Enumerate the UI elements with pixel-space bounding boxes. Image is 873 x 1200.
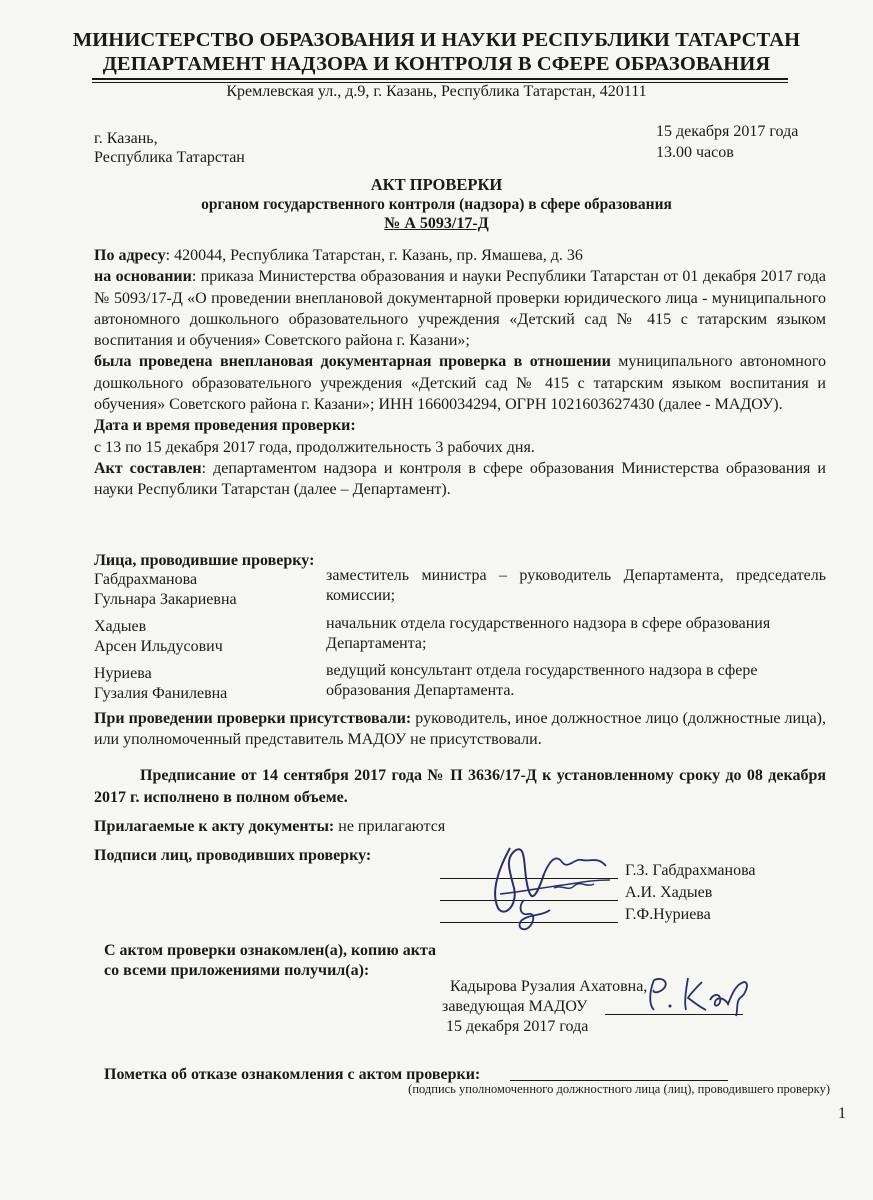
person-3-surname: Нуриева xyxy=(94,665,152,682)
department-address: Кремлевская ул., д.9, г. Казань, Республика Татарстан, 420111 xyxy=(226,83,647,100)
acquaint-position: заведующая МАДОУ xyxy=(442,998,588,1015)
compiled-label: Акт составлен xyxy=(94,459,202,477)
signature-name-1: Г.З. Габдрахманова xyxy=(625,862,756,879)
person-3-given: Гузалия Фанилевна xyxy=(94,685,228,702)
period-label: Дата и время проведения проверки: xyxy=(94,417,356,435)
person-1-surname: Габдрахманова xyxy=(94,571,198,588)
person-1-given: Гульнара Закариевна xyxy=(94,591,237,608)
inspection-paragraph xyxy=(94,351,826,415)
page-number: 1 xyxy=(838,1105,846,1122)
address-paragraph xyxy=(94,245,826,266)
address-text: : 420044, Республика Татарстан, г. Казань, пр. Ямашева, д. 36 xyxy=(165,247,583,264)
person-2-surname: Хадыев xyxy=(94,618,147,635)
acquaint-person: Кадырова Рузалия Ахатовна, xyxy=(450,978,648,995)
inspection-label: была проведена внеплановая документарная проверка в отношении xyxy=(94,353,611,371)
place-city: г. Казань, xyxy=(94,130,158,147)
person-3-name xyxy=(94,664,314,704)
compiled-paragraph xyxy=(94,458,826,501)
period-text: с 13 по 15 декабря 2017 года, продолжительность 3 рабочих дня. xyxy=(94,438,535,456)
persons-label: Лица, проводившие проверку: xyxy=(94,552,315,569)
refusal-signature-line xyxy=(510,1080,728,1081)
signature-name-3: Г.Ф.Нуриева xyxy=(625,906,711,923)
person-3-role: ведущий консультант отдела государственного надзора в сфере образования Департамента. xyxy=(326,662,758,699)
attached-paragraph xyxy=(94,816,445,837)
act-number: № А 5093/17-Д xyxy=(384,215,489,232)
acquaint-line-2: со всеми приложениями получил(а): xyxy=(104,962,370,979)
present-paragraph xyxy=(94,708,826,751)
act-body xyxy=(94,245,826,501)
compiled-text: : департаментом надзора и контроля в сфере образования Министерства образования и науки Республики Татарстан (далее – Департамент). xyxy=(94,459,826,499)
attached-label: Прилагаемые к акту документы: xyxy=(94,818,335,835)
basis-text: : приказа Министерства образования и науки Республики Татарстан от 01 декабря 2017 года № 5093/17-Д «О проведении внеплановой документарной проверки юридического лица - муниципального автономного дошкольного образовательного учреждения «Детский сад № 415 с татарским языком воспитания и обучения» Советского района г. Казани»; xyxy=(94,268,827,350)
signature-name-2: А.И. Хадыев xyxy=(625,884,713,901)
address-label: По адресу xyxy=(94,247,166,264)
signatures-label: Подписи лиц, проводивших проверку: xyxy=(94,847,372,864)
act-date: 15 декабря 2017 года xyxy=(656,123,799,140)
person-2-role: начальник отдела государственного надзора в сфере образования Департамента; xyxy=(326,615,771,652)
refusal-caption: (подпись уполномоченного должностного лица (лиц), проводившего проверку) xyxy=(408,1082,830,1096)
basis-paragraph xyxy=(94,266,826,351)
place-region: Республика Татарстан xyxy=(94,149,245,166)
ministry-title: МИНИСТЕРСТВО ОБРАЗОВАНИЯ И НАУКИ РЕСПУБЛИКИ ТАТАРСТАН xyxy=(72,29,801,51)
person-1-role: заместитель министра – руководитель Департамента, председатель комиссии; xyxy=(326,567,826,604)
order-paragraph: Предписание от 14 сентября 2017 года № П 3636/17-Д к установленному сроку до 08 декабря 2017 г. исполнено в полном объеме. xyxy=(94,767,826,806)
head-signature-drawing xyxy=(640,970,760,1020)
act-title: АКТ ПРОВЕРКИ xyxy=(370,175,503,194)
acquaint-line-1: С актом проверки ознакомлен(а), копию акта xyxy=(104,942,436,959)
header-rule-thick xyxy=(92,78,788,80)
person-1-name xyxy=(94,570,314,610)
act-subtitle: органом государственного контроля (надзора) в сфере образования xyxy=(201,196,672,213)
department-title: ДЕПАРТАМЕНТ НАДЗОРА И КОНТРОЛЯ В СФЕРЕ ОБРАЗОВАНИЯ xyxy=(102,53,771,75)
inspection-text: муниципального автономного дошкольного образовательного учреждения «Детский сад № 415 с татарским языком воспитания и обучения» Советского района г. Казани»; ИНН 1660034294, ОГРН 1021603627430 (далее - МАДОУ). xyxy=(94,353,826,414)
inspectors-signatures-drawing xyxy=(470,836,620,936)
acquaint-date: 15 декабря 2017 года xyxy=(446,1018,589,1035)
basis-label: на основании xyxy=(94,268,192,286)
person-2-given: Арсен Ильдусович xyxy=(94,638,223,655)
person-2-name xyxy=(94,617,314,657)
act-time: 13.00 часов xyxy=(656,144,734,161)
refusal-label: Пометка об отказе ознакомления с актом проверки: xyxy=(104,1066,481,1083)
attached-text: не прилагаются xyxy=(334,818,446,835)
present-text: руководитель, иное должностное лицо (должностные лица), или уполномоченный представитель МАДОУ не присутствовали. xyxy=(94,710,826,749)
present-label: При проведении проверки присутствовали: xyxy=(94,710,412,727)
